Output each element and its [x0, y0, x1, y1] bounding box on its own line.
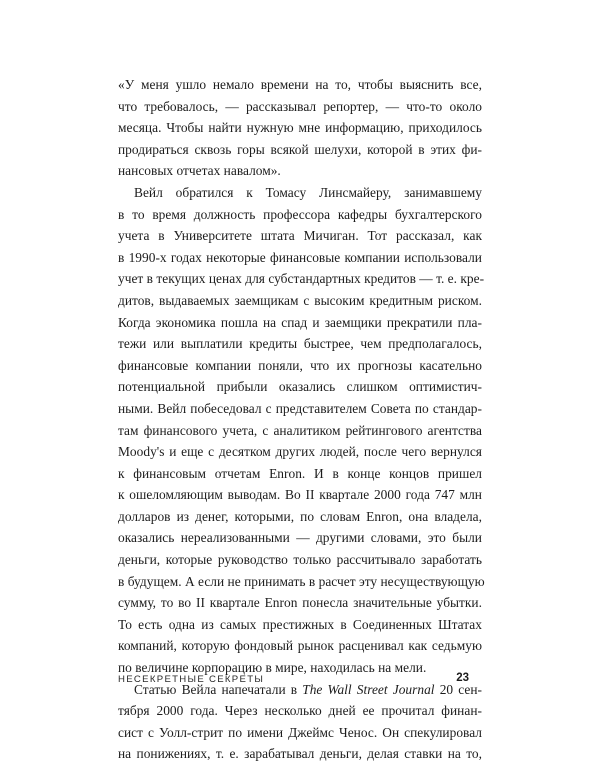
- text-line: сист с Уолл-стрит по имени Джеймс Ченос. Он спекулировал: [118, 724, 482, 740]
- text-line: продираться сквозь горы всякой шелухи, которой в этих фи-: [118, 141, 482, 157]
- text-line: в 1990-х годах некоторые финансовые компании использовали: [118, 249, 482, 265]
- text-line: учета в Университете штата Мичиган. Тот рассказал, как: [118, 228, 482, 244]
- body-text: [118, 74, 485, 765]
- text-line: месяца. Чтобы найти нужную мне информацию, приходилось: [118, 120, 482, 136]
- text-line: там финансового учета, с аналитиком рейтингового агентства: [118, 422, 482, 438]
- text-line: долларов из денег, которыми, по словам Enron, она владела,: [118, 508, 482, 524]
- text-line: потенциальной прибыли оказались слишком оптимистич-: [118, 379, 482, 395]
- page-number: 23: [456, 672, 469, 684]
- text-line: То есть одна из самых престижных в Соединенных Штатах: [118, 616, 482, 632]
- text-line: тежи или выплатили кредиты быстрее, чем предполагалось,: [118, 336, 482, 352]
- text-line: что требовалось, — рассказывал репортер, — что-то около: [118, 98, 482, 114]
- text-line: тября 2000 года. Через несколько дней ее прочитал финан-: [118, 703, 482, 719]
- text-line: финансовые компании поняли, что их прогнозы касательно: [118, 357, 482, 373]
- text-line: на понижениях, т. е. зарабатывал деньги, делая ставки на то,: [118, 746, 482, 762]
- text-line: к финансовым отчетам Enron. И в конце концов пришел: [118, 465, 482, 481]
- paragraph-weil-research: [118, 182, 485, 679]
- text-line: учет в текущих ценах для субстандартных кредитов — т. е. кре-: [118, 271, 485, 287]
- paragraph-wsj-article: [118, 679, 482, 765]
- text-run: Статью Вейла напечатали в: [134, 681, 303, 697]
- text-line: в будущем. А если не принимать в расчет эту несуществующую: [118, 573, 485, 589]
- text-line: компаний, которую фондовый рынок расценивал как седьмую: [118, 638, 482, 654]
- text-line: Moody's и еще с десятком других людей, после чего вернулся: [118, 444, 482, 460]
- text-line: Вейл обратился к Томасу Линсмайеру, занимавшему: [134, 184, 482, 200]
- text-line: Когда экономика пошла на спад и заемщики прекратили пла-: [118, 314, 482, 330]
- text-line: ными. Вейл побеседовал с представителем Совета по стандар-: [118, 400, 482, 416]
- running-footer-title: НЕСЕКРЕТНЫЕ СЕКРЕТЫ: [118, 674, 265, 685]
- text-line: деньги, которые руководство только рассчитывало заработать: [118, 552, 482, 568]
- text-line: сумму, то во II квартале Enron понесла значительные убытки.: [118, 595, 482, 611]
- text-line: по величине корпорацию в мире, находилась на мели.: [118, 660, 427, 676]
- text-line: «У меня ушло немало времени на то, чтобы выяснить все,: [118, 77, 482, 92]
- text-line: оказались нереализованными — другими словами, это были: [118, 530, 482, 546]
- text-line: дитов, выдаваемых заемщикам с высоким кредитным риском.: [118, 292, 482, 308]
- paragraph-quote: [118, 74, 482, 182]
- text-run: 20 сен-: [434, 681, 483, 697]
- text-line: в то время должность профессора кафедры бухгалтерского: [118, 206, 482, 222]
- text-line: к ошеломляющим выводам. Во II квартале 2000 года 747 млн: [118, 487, 482, 503]
- newspaper-title: The Wall Street Journal: [302, 681, 435, 697]
- text-line: нансовых отчетах навалом».: [118, 163, 281, 179]
